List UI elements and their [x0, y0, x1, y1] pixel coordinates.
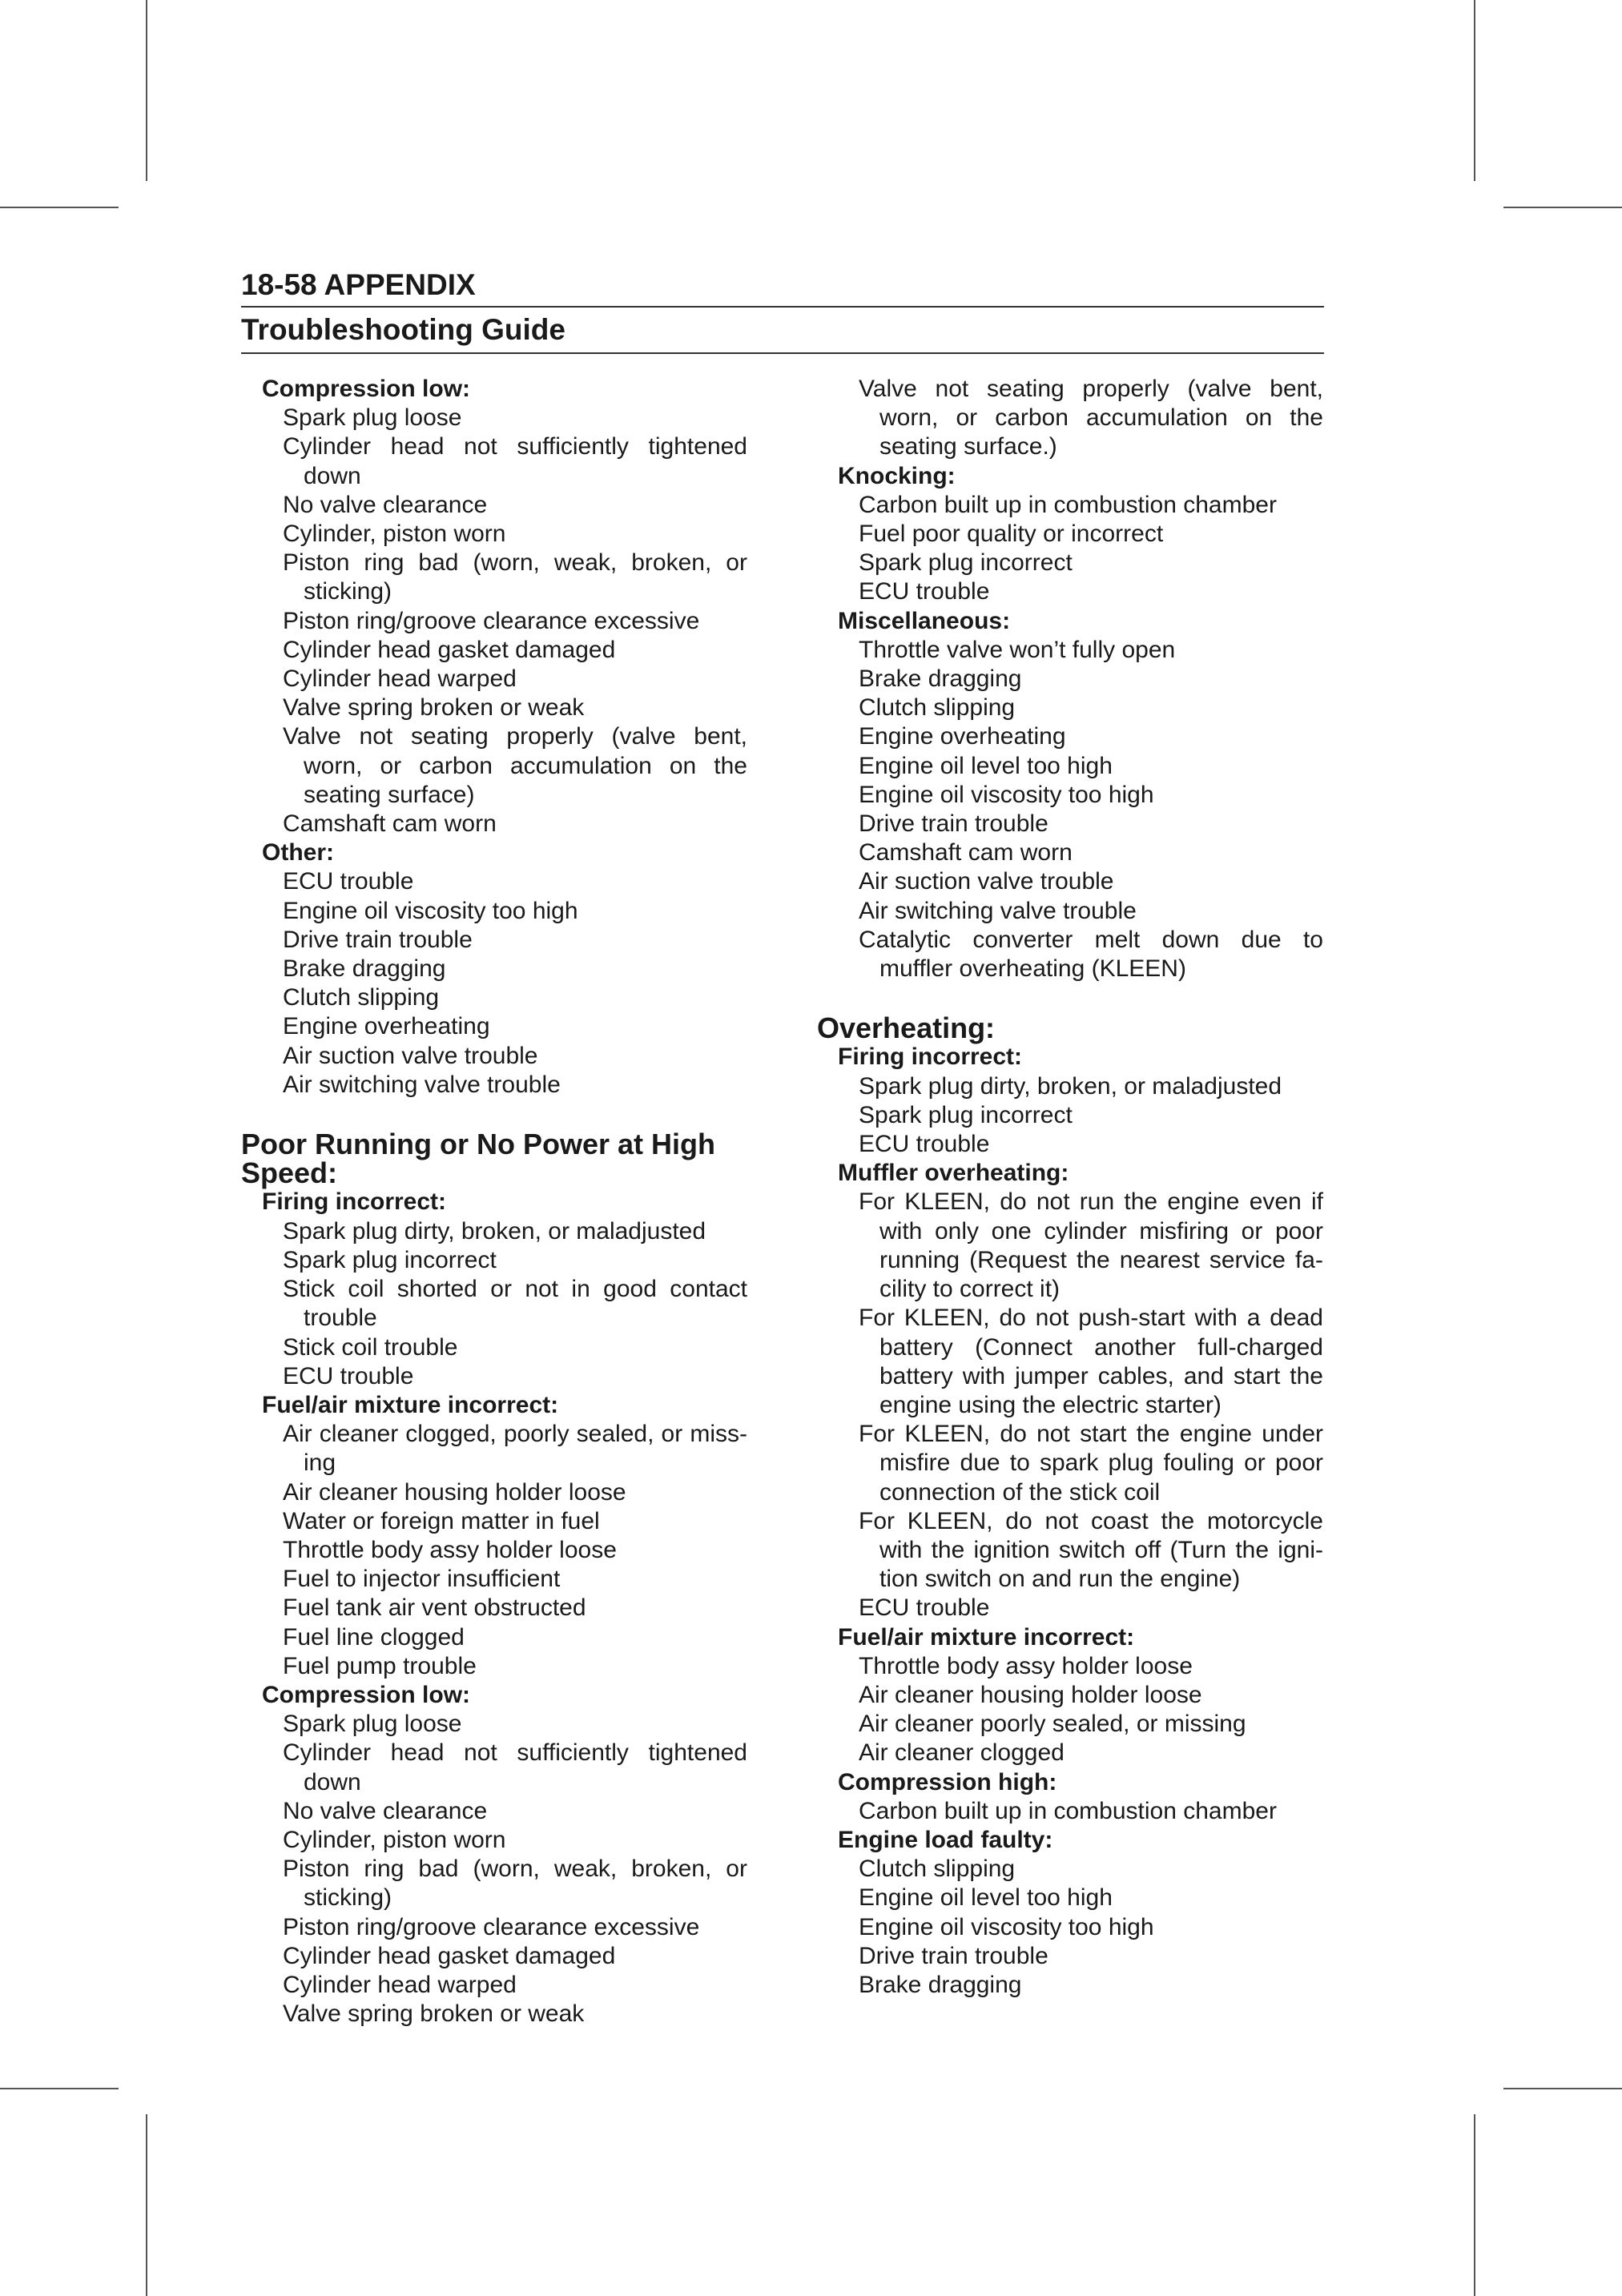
list-item: Carbon built up in combustion chamber	[859, 1797, 1277, 1824]
list-item: Fuel line clogged	[283, 1623, 465, 1651]
list-item: Water or foreign matter in fuel	[283, 1507, 600, 1534]
section-title: Troubleshooting Guide	[241, 308, 1324, 354]
list-item: Spark plug dirty, broken, or maladjusted	[859, 1072, 1282, 1100]
list-item: Valve spring broken or weak	[283, 2000, 585, 2028]
list-item: Air cleaner clogged	[859, 1739, 1065, 1767]
list-item: Valve not seating properly (valve bent, worn, or carbon accumulation on the seating surface)	[283, 723, 747, 808]
list-item: Engine oil level too high	[859, 752, 1113, 779]
list-item: Cylinder head warped	[283, 1971, 517, 1998]
list-item: Cylinder, piston worn	[283, 521, 506, 548]
section-block	[817, 1011, 1323, 1045]
list-item: Air cleaner poorly sealed, or missing	[859, 1711, 1246, 1738]
list-item: Air suction valve trouble	[283, 1042, 538, 1069]
subsection-block	[817, 375, 1323, 462]
crop-mark	[0, 207, 119, 208]
list-item: Clutch slipping	[859, 1856, 1016, 1883]
list-item: Drive train trouble	[283, 926, 473, 953]
list-item: Cylinder head not sufficiently tightened down	[283, 433, 747, 489]
subsection-block	[817, 1623, 1323, 1768]
list-item: Fuel pump trouble	[283, 1652, 477, 1679]
list-item: For KLEEN, do not run the engine even if with only one cylinder misfiring or poor running (Request the nearest service fa-cility to correct it)	[859, 1188, 1323, 1303]
list-item: Air suction valve trouble	[859, 868, 1114, 895]
list-item: Throttle body assy holder loose	[859, 1652, 1193, 1679]
list-item: Cylinder head gasket damaged	[283, 636, 616, 663]
list-item: Piston ring/groove clearance excessive	[283, 1913, 700, 1940]
list-item: Fuel tank air vent obstructed	[283, 1594, 586, 1622]
list-item: No valve clearance	[283, 1797, 488, 1824]
list-item: Cylinder, piston worn	[283, 1826, 506, 1853]
crop-mark	[1503, 2088, 1622, 2089]
list-item: Air switching valve trouble	[859, 897, 1137, 924]
list-item: Spark plug loose	[283, 1711, 462, 1738]
subsection-heading: Engine load faulty:	[838, 1826, 1053, 1853]
subsection-block	[817, 462, 1323, 607]
list-item: Spark plug dirty, broken, or maladjusted	[283, 1217, 706, 1245]
list-item: ECU trouble	[283, 868, 414, 895]
list-item: Camshaft cam worn	[283, 810, 497, 838]
list-item: For KLEEN, do not push-start with a dead battery (Connect another full-charged battery with jumper cables, and start the engine using the electric starter)	[859, 1305, 1323, 1418]
list-item: Piston ring/groove clearance excessive	[283, 607, 700, 634]
list-item: Fuel poor quality or incorrect	[859, 521, 1164, 548]
crop-mark	[146, 0, 147, 181]
section-heading: Poor Running or No Power at High Speed:	[241, 1128, 715, 1190]
section-block	[241, 1130, 747, 1188]
subsection-block	[817, 1159, 1323, 1622]
list-item: Cylinder head not sufficiently tightened down	[283, 1739, 747, 1795]
list-item: Clutch slipping	[283, 984, 440, 1011]
crop-mark	[1474, 2114, 1475, 2296]
list-item: Engine oil viscosity too high	[859, 781, 1154, 808]
subsection-heading: Fuel/air mixture incorrect:	[262, 1391, 559, 1418]
subsection-heading: Miscellaneous:	[838, 607, 1011, 634]
subsection-heading: Other:	[262, 839, 334, 867]
crop-mark	[146, 2114, 147, 2296]
subsection-heading: Compression high:	[838, 1768, 1057, 1795]
list-item: For KLEEN, do not coast the motorcycle with the ignition switch off (Turn the igni-tion switch on and run the engine)	[859, 1507, 1323, 1593]
list-item: Engine oil viscosity too high	[859, 1913, 1154, 1940]
subsection-block	[241, 1188, 747, 1390]
list-item: Engine overheating	[859, 723, 1066, 750]
subsection-block	[241, 838, 747, 1100]
list-item: Carbon built up in combustion chamber	[859, 491, 1277, 518]
list-item: Air switching valve trouble	[283, 1071, 561, 1098]
subsection-heading: Fuel/air mixture incorrect:	[838, 1623, 1135, 1651]
subsection-block	[241, 1681, 747, 2029]
list-item: Throttle body assy holder loose	[283, 1536, 617, 1563]
list-item: Cylinder head gasket damaged	[283, 1942, 616, 1969]
list-item: Fuel to injector insufficient	[283, 1566, 561, 1593]
list-item: Spark plug loose	[283, 404, 462, 432]
list-item: Engine overheating	[283, 1013, 490, 1040]
list-item: Air cleaner clogged, poorly sealed, or miss-ing	[283, 1421, 747, 1477]
list-item: Valve not seating properly (valve bent, worn, or carbon accumulation on the seating surface.)	[859, 376, 1323, 460]
page-header	[241, 264, 1324, 354]
list-item: ECU trouble	[283, 1362, 414, 1389]
list-item: Valve spring broken or weak	[283, 694, 585, 722]
list-item: Drive train trouble	[859, 1942, 1048, 1969]
crop-mark	[1474, 0, 1475, 181]
list-item: Brake dragging	[859, 665, 1022, 693]
subsection-heading: Firing incorrect:	[262, 1188, 447, 1216]
subsection-heading: Compression low:	[262, 1681, 471, 1708]
list-item: Engine oil level too high	[859, 1884, 1113, 1912]
left-column	[241, 375, 747, 2029]
list-item: Stick coil shorted or not in good contact trouble	[283, 1276, 747, 1332]
subsection-block	[817, 1768, 1323, 1826]
list-item: ECU trouble	[859, 1131, 990, 1158]
subsection-heading: Compression low:	[262, 376, 471, 402]
list-item: Spark plug incorrect	[859, 549, 1073, 577]
list-item: Throttle valve won’t fully open	[859, 636, 1176, 663]
subsection-heading: Firing incorrect:	[838, 1043, 1023, 1071]
crop-mark	[1503, 207, 1622, 208]
list-item: Drive train trouble	[859, 810, 1048, 838]
list-item: No valve clearance	[283, 491, 488, 518]
list-item: Spark plug incorrect	[859, 1101, 1073, 1128]
subsection-block	[817, 1043, 1323, 1159]
list-item: Cylinder head warped	[283, 665, 517, 693]
subsection-heading: Muffler overheating:	[838, 1160, 1069, 1187]
subsection-block	[241, 1391, 747, 1681]
list-item: Air cleaner housing holder loose	[859, 1681, 1202, 1708]
subsection-block	[817, 1826, 1323, 2000]
right-column	[817, 375, 1323, 2000]
list-item: For KLEEN, do not start the engine under misfire due to spark plug fouling or poor connection of the stick coil	[859, 1421, 1323, 1506]
list-item: ECU trouble	[859, 578, 990, 605]
list-item: Piston ring bad (worn, weak, broken, or sticking)	[283, 1856, 747, 1912]
list-item: Spark plug incorrect	[283, 1246, 497, 1273]
page-number: 18-58 APPENDIX	[241, 264, 1324, 308]
list-item: Catalytic converter melt down due to muffler overheating (KLEEN)	[859, 926, 1323, 983]
list-item: Air cleaner housing holder loose	[283, 1478, 626, 1506]
list-item: Stick coil trouble	[283, 1333, 458, 1361]
subsection-block	[817, 607, 1323, 984]
list-item: Piston ring bad (worn, weak, broken, or sticking)	[283, 549, 747, 605]
crop-mark	[0, 2088, 119, 2089]
list-item: Brake dragging	[859, 1971, 1022, 1998]
list-item: ECU trouble	[859, 1594, 990, 1622]
list-item: Brake dragging	[283, 955, 446, 983]
subsection-block	[241, 375, 747, 838]
list-item: Camshaft cam worn	[859, 839, 1073, 867]
list-item: Clutch slipping	[859, 694, 1016, 722]
list-item: Engine oil viscosity too high	[283, 897, 578, 924]
subsection-heading: Knocking:	[838, 462, 956, 489]
section-heading: Overheating:	[817, 1011, 996, 1045]
